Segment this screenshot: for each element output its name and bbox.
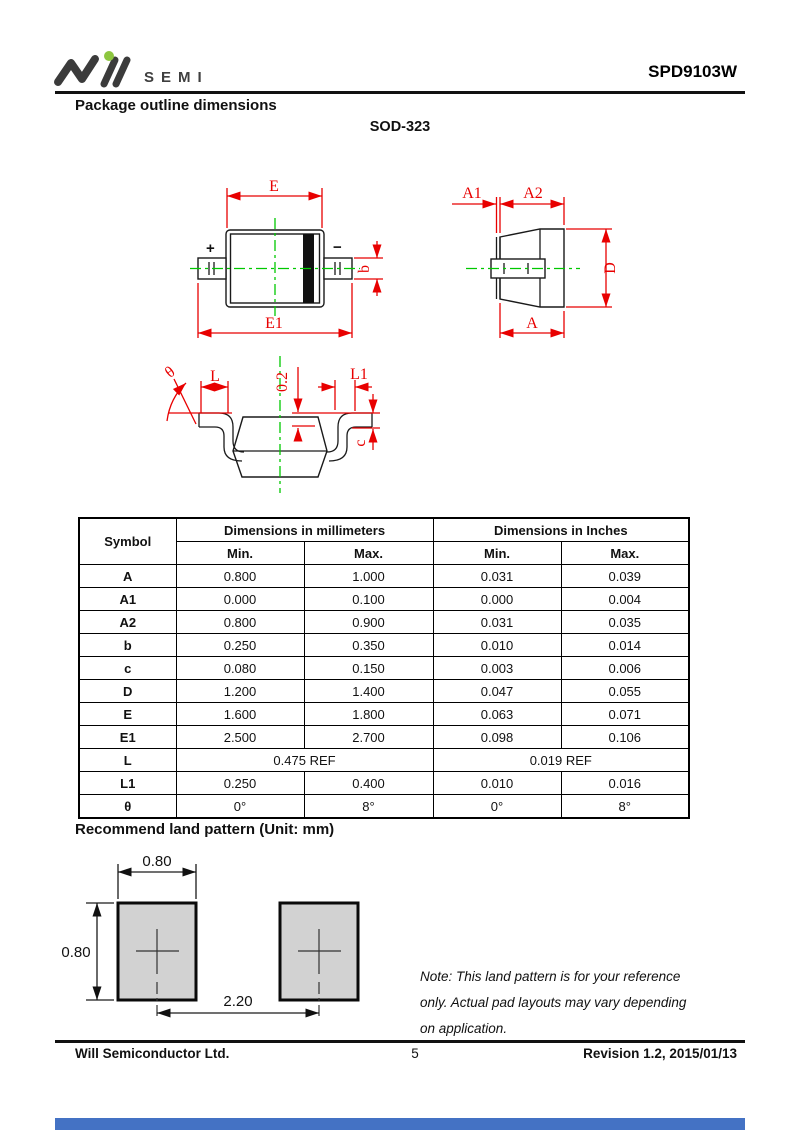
profile-view	[162, 356, 380, 493]
value-cell: 0°	[433, 795, 561, 819]
value-cell: 0.800	[176, 611, 304, 634]
dim-theta-label: θ	[161, 363, 179, 382]
value-cell: 2.500	[176, 726, 304, 749]
land-pattern-title: Recommend land pattern (Unit: mm)	[75, 821, 335, 838]
table-row	[79, 772, 689, 795]
symbol-cell: c	[79, 657, 176, 680]
dimensions-table	[78, 517, 690, 819]
polarity-minus-label: −	[333, 239, 342, 256]
table-row	[79, 680, 689, 703]
value-cell: 1.600	[176, 703, 304, 726]
dim-standoff-label: 0.2	[274, 372, 291, 392]
value-cell: 0.250	[176, 772, 304, 795]
symbol-cell: L1	[79, 772, 176, 795]
front-view	[190, 178, 383, 338]
footer-page-number: 5	[411, 1046, 419, 1061]
value-cell: 2.700	[304, 726, 433, 749]
value-cell: 0.063	[433, 703, 561, 726]
value-cell: 0.039	[561, 565, 689, 588]
footer-company: Will Semiconductor Ltd.	[75, 1046, 230, 1061]
group-inch-header: Dimensions in Inches	[433, 518, 689, 542]
value-cell: 0.100	[304, 588, 433, 611]
value-cell: 1.400	[304, 680, 433, 703]
table-row	[79, 565, 689, 588]
symbol-cell: b	[79, 634, 176, 657]
value-cell: 0.010	[433, 772, 561, 795]
value-cell: 0.014	[561, 634, 689, 657]
value-cell: 0.900	[304, 611, 433, 634]
table-row	[79, 634, 689, 657]
note-line: on application.	[420, 1021, 508, 1036]
dim-E-label: E	[269, 178, 279, 195]
value-cell: 8°	[561, 795, 689, 819]
value-cell: 0.250	[176, 634, 304, 657]
symbol-cell: A1	[79, 588, 176, 611]
mm-min-header: Min.	[176, 542, 304, 565]
value-cell: 1.800	[304, 703, 433, 726]
will-logo-mark-icon	[52, 50, 134, 90]
dim-b-label: b	[356, 265, 373, 273]
dim-c-label: c	[352, 439, 369, 447]
page-title: Package outline dimensions	[75, 97, 277, 114]
logo-green-dot-icon	[104, 51, 114, 61]
in-min-header: Min.	[433, 542, 561, 565]
pad-width-label: 0.80	[142, 853, 172, 870]
will-semi-logo	[52, 50, 209, 90]
pad-pitch-label: 2.20	[223, 993, 253, 1010]
table-row	[79, 795, 689, 819]
value-cell: 0°	[176, 795, 304, 819]
dim-A2-label: A2	[523, 185, 543, 202]
symbol-cell: A	[79, 565, 176, 588]
value-cell: 0.400	[304, 772, 433, 795]
value-cell: 0.071	[561, 703, 689, 726]
value-cell: 0.010	[433, 634, 561, 657]
value-cell: 0.800	[176, 565, 304, 588]
dim-D-label: D	[602, 262, 619, 274]
land-pattern-note	[420, 964, 720, 1042]
value-cell: 1.000	[304, 565, 433, 588]
value-cell: 0.000	[176, 588, 304, 611]
in-max-header: Max.	[561, 542, 689, 565]
value-cell: 0.150	[304, 657, 433, 680]
polarity-plus-label: +	[206, 240, 215, 257]
value-cell: 0.031	[433, 611, 561, 634]
header-rule	[55, 91, 745, 94]
value-cell: 1.200	[176, 680, 304, 703]
table-row	[79, 611, 689, 634]
table-row	[79, 703, 689, 726]
dim-L-label: L	[210, 368, 220, 385]
value-cell: 0.004	[561, 588, 689, 611]
note-line: Note: This land pattern is for your reference	[420, 969, 681, 984]
symbol-cell: E1	[79, 726, 176, 749]
symbol-cell: θ	[79, 795, 176, 819]
table-header-row	[79, 518, 689, 542]
note-line: only. Actual pad layouts may vary depending	[420, 995, 687, 1010]
value-cell: 0.035	[561, 611, 689, 634]
footer	[55, 1046, 745, 1064]
value-cell: 0.055	[561, 680, 689, 703]
footer-accent-bar	[55, 1118, 745, 1130]
table-row	[79, 588, 689, 611]
side-view	[452, 185, 619, 338]
footer-rule	[55, 1040, 745, 1043]
logo-semi-text: SEMI	[144, 69, 209, 86]
value-cell: 0.106	[561, 726, 689, 749]
value-cell: 0.098	[433, 726, 561, 749]
value-cell: 0.031	[433, 565, 561, 588]
symbol-cell: L	[79, 749, 176, 772]
dim-A1-label: A1	[462, 185, 482, 202]
land-pattern-drawing	[55, 853, 440, 1030]
dim-L1-label: L1	[350, 366, 368, 383]
package-outline-drawing	[55, 148, 745, 510]
value-cell: 8°	[304, 795, 433, 819]
col-symbol-header: Symbol	[79, 518, 176, 565]
value-cell: 0.047	[433, 680, 561, 703]
table-row	[79, 749, 689, 772]
value-cell: 0.019 REF	[433, 749, 689, 772]
value-cell: 0.000	[433, 588, 561, 611]
symbol-cell: A2	[79, 611, 176, 634]
value-cell: 0.080	[176, 657, 304, 680]
dim-E1-label: E1	[265, 315, 283, 332]
dim-A-label: A	[526, 315, 538, 332]
pad-height-label: 0.80	[61, 944, 91, 961]
footer-revision: Revision 1.2, 2015/01/13	[583, 1046, 737, 1061]
package-name: SOD-323	[369, 119, 431, 135]
table-row	[79, 657, 689, 680]
value-cell: 0.016	[561, 772, 689, 795]
value-cell: 0.006	[561, 657, 689, 680]
mm-max-header: Max.	[304, 542, 433, 565]
table-row	[79, 726, 689, 749]
value-cell: 0.350	[304, 634, 433, 657]
value-cell: 0.475 REF	[176, 749, 433, 772]
part-number: SPD9103W	[648, 62, 737, 81]
symbol-cell: D	[79, 680, 176, 703]
value-cell: 0.003	[433, 657, 561, 680]
symbol-cell: E	[79, 703, 176, 726]
group-mm-header: Dimensions in millimeters	[176, 518, 433, 542]
